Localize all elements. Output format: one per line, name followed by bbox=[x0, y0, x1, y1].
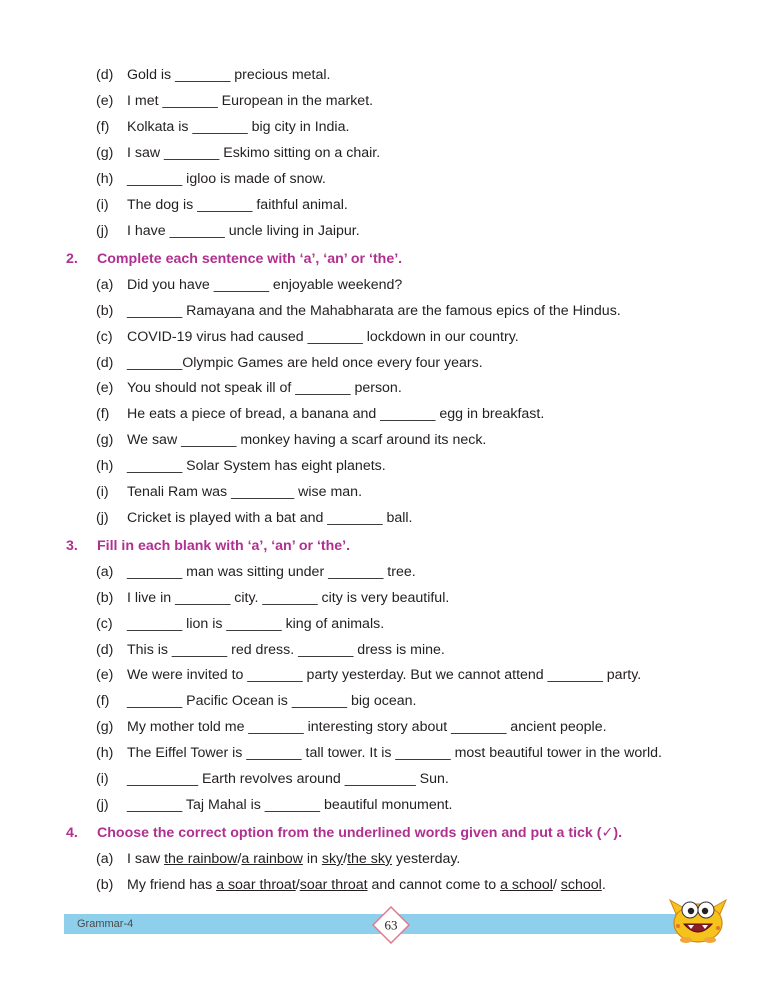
footer-book-title: Grammar-4 bbox=[77, 918, 134, 930]
option-underlined: the sky bbox=[347, 851, 393, 867]
option-underlined: a soar throat bbox=[216, 877, 296, 893]
option-underlined: the rainbow bbox=[164, 851, 238, 867]
option-underlined: a school bbox=[500, 877, 553, 893]
option-underlined: a rainbow bbox=[241, 851, 303, 867]
monster-mascot-icon bbox=[668, 892, 728, 944]
option-underlined: soar throat bbox=[299, 877, 368, 893]
option-underlined: school bbox=[560, 877, 602, 893]
option-underlined: sky bbox=[321, 851, 344, 867]
page-number-badge bbox=[372, 906, 410, 944]
page-number: 63 bbox=[384, 917, 398, 933]
